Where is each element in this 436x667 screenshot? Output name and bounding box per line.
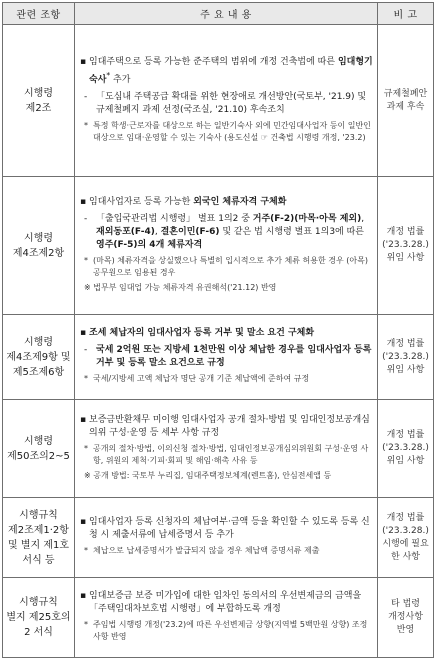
header-content: 주 요 내 용 xyxy=(75,3,378,25)
list-item: ▪ 임대사업자 등록 신청자의 체납여부·금액 등을 확인할 수 있도록 등록 신청 시 제출서류에 납세증명서 등 추가 xyxy=(80,517,370,540)
sub-item: - 「도심내 주택공급 확대를 위한 현장애로 개선방안(국토부, '21.9) 및 규제철폐지 과제 선정(국조실, '21.10) 후속조치 xyxy=(84,91,367,115)
header-article: 관련 조항 xyxy=(3,3,75,25)
list-item: ▪ 임대주택으로 등록 가능한 준주택의 범위에 개정 건축법에 따른 임대형기숙사* 추가 xyxy=(80,56,373,85)
content-cell xyxy=(75,498,378,578)
article-cell: 시행령 제4조제9항 및 제5조제6항 xyxy=(3,315,75,400)
footnote: * 주임법 시행령 개정('23.2)에 따른 우선변제금 상향(지역별 5백만원 상향) 조정사항 반영 xyxy=(84,620,368,641)
footnote: * 공개의 절차·방법, 이의신청 절차·방법, 임대인정보공개심의위원회 구성·운영 사항, 위원의 제척·기피·회피 및 해임·해촉 사유 등 xyxy=(84,444,369,465)
table-header-row xyxy=(3,3,434,25)
reference-note: ※ 공개 방법: 국토부 누리집, 임대주택정보체계(렌트홈), 안심전세앱 등 xyxy=(84,471,332,480)
article-cell: 시행규칙 별지 제25호의 2 서식 xyxy=(3,578,75,658)
table-row xyxy=(3,177,434,315)
footnote: * (마목) 체류자격을 상실했으나 특별히 입시적으로 추가 체류 허용한 경우 (아목) 공무원으로 임용된 경우 xyxy=(84,256,368,277)
table-row xyxy=(3,400,434,498)
content-cell xyxy=(75,578,378,658)
sub-item: - 국세 2억원 또는 지방세 1천만원 이상 체납한 경우를 임대사업자 등록 거부 및 등록 말소 요건으로 규정 xyxy=(84,345,372,368)
reference-note: ※ 법무부 임대업 가능 체류자격 유권해석('21.12) 반영 xyxy=(84,283,277,292)
content-cell xyxy=(75,400,378,498)
note-cell: 타 법령 개정사항 반영 xyxy=(378,578,434,658)
list-item: ▪ 임대보증금 보증 미가입에 대한 임차인 동의서의 우선변제금의 금액을 「주택임대차보호법 시행령」에 부합하도록 개정 xyxy=(80,591,362,614)
article-cell: 시행규칙 제2조제1·2항 및 별지 제1호 서식 등 xyxy=(3,498,75,578)
footnote: * 체납으로 납세증명서가 발급되지 않을 경우 체납액 증명서류 제출 xyxy=(84,546,320,555)
table-row xyxy=(3,498,434,578)
note-cell: 개정 법률 ('23.3.28.) 위임 사항 xyxy=(378,177,434,315)
note-cell: 개정 법률 ('23.3.28.) 위임 사항 xyxy=(378,400,434,498)
amendment-table xyxy=(2,2,434,658)
note-cell: 개정 법률 ('23.3.28.) 위임 사항 xyxy=(378,315,434,400)
article-cell: 시행령 제2조 xyxy=(3,25,75,177)
table-row xyxy=(3,25,434,177)
header-note: 비 고 xyxy=(378,3,434,25)
footnote: * 국세/지방세 고액 체납자 명단 공개 기준 체납액에 준하여 규정 xyxy=(84,374,310,383)
list-item: ▪ 임대사업자로 등록 가능한 외국인 체류자격 구체화 xyxy=(80,197,287,207)
content-cell xyxy=(75,25,378,177)
footnote: * 특정 학생·근로자를 대상으로 하는 일반기숙사 외에 민간임대사업자 등이 일반인 대상으로 임대·운영할 수 있는 기숙사 (용도신설 ☞ 건축법 시행령 개정, '23.2) xyxy=(84,120,371,142)
note-cell: 규제철폐안 과제 후속 xyxy=(378,25,434,177)
content-cell xyxy=(75,177,378,315)
note-cell: 개정 법률 ('23.3.28.) 시행에 필요 한 사항 xyxy=(378,498,434,578)
list-item: ▪ 조세 체납자의 임대사업자 등록 거부 및 말소 요건 구체화 xyxy=(80,328,315,338)
table-row xyxy=(3,578,434,658)
sub-item: - 「출입국관리법 시행령」 별표 1의2 중 거주(F-2)(마목·아목 제외), 재외동포(F-4), 결혼이민(F-6) 및 같은 법 시행령 별표 1의3에 따른 영주(F-5)의 4개 체류자격 xyxy=(84,214,365,250)
list-item: ▪ 보증금반환채무 미이행 임대사업자 공개 절차·방법 및 임대인정보공개심의위 구성·운영 등 세부 사항 규정 xyxy=(80,415,370,438)
table-row xyxy=(3,315,434,400)
article-cell: 시행령 제50조의2~5 xyxy=(3,400,75,498)
content-cell xyxy=(75,315,378,400)
article-cell: 시행령 제4조제2항 xyxy=(3,177,75,315)
